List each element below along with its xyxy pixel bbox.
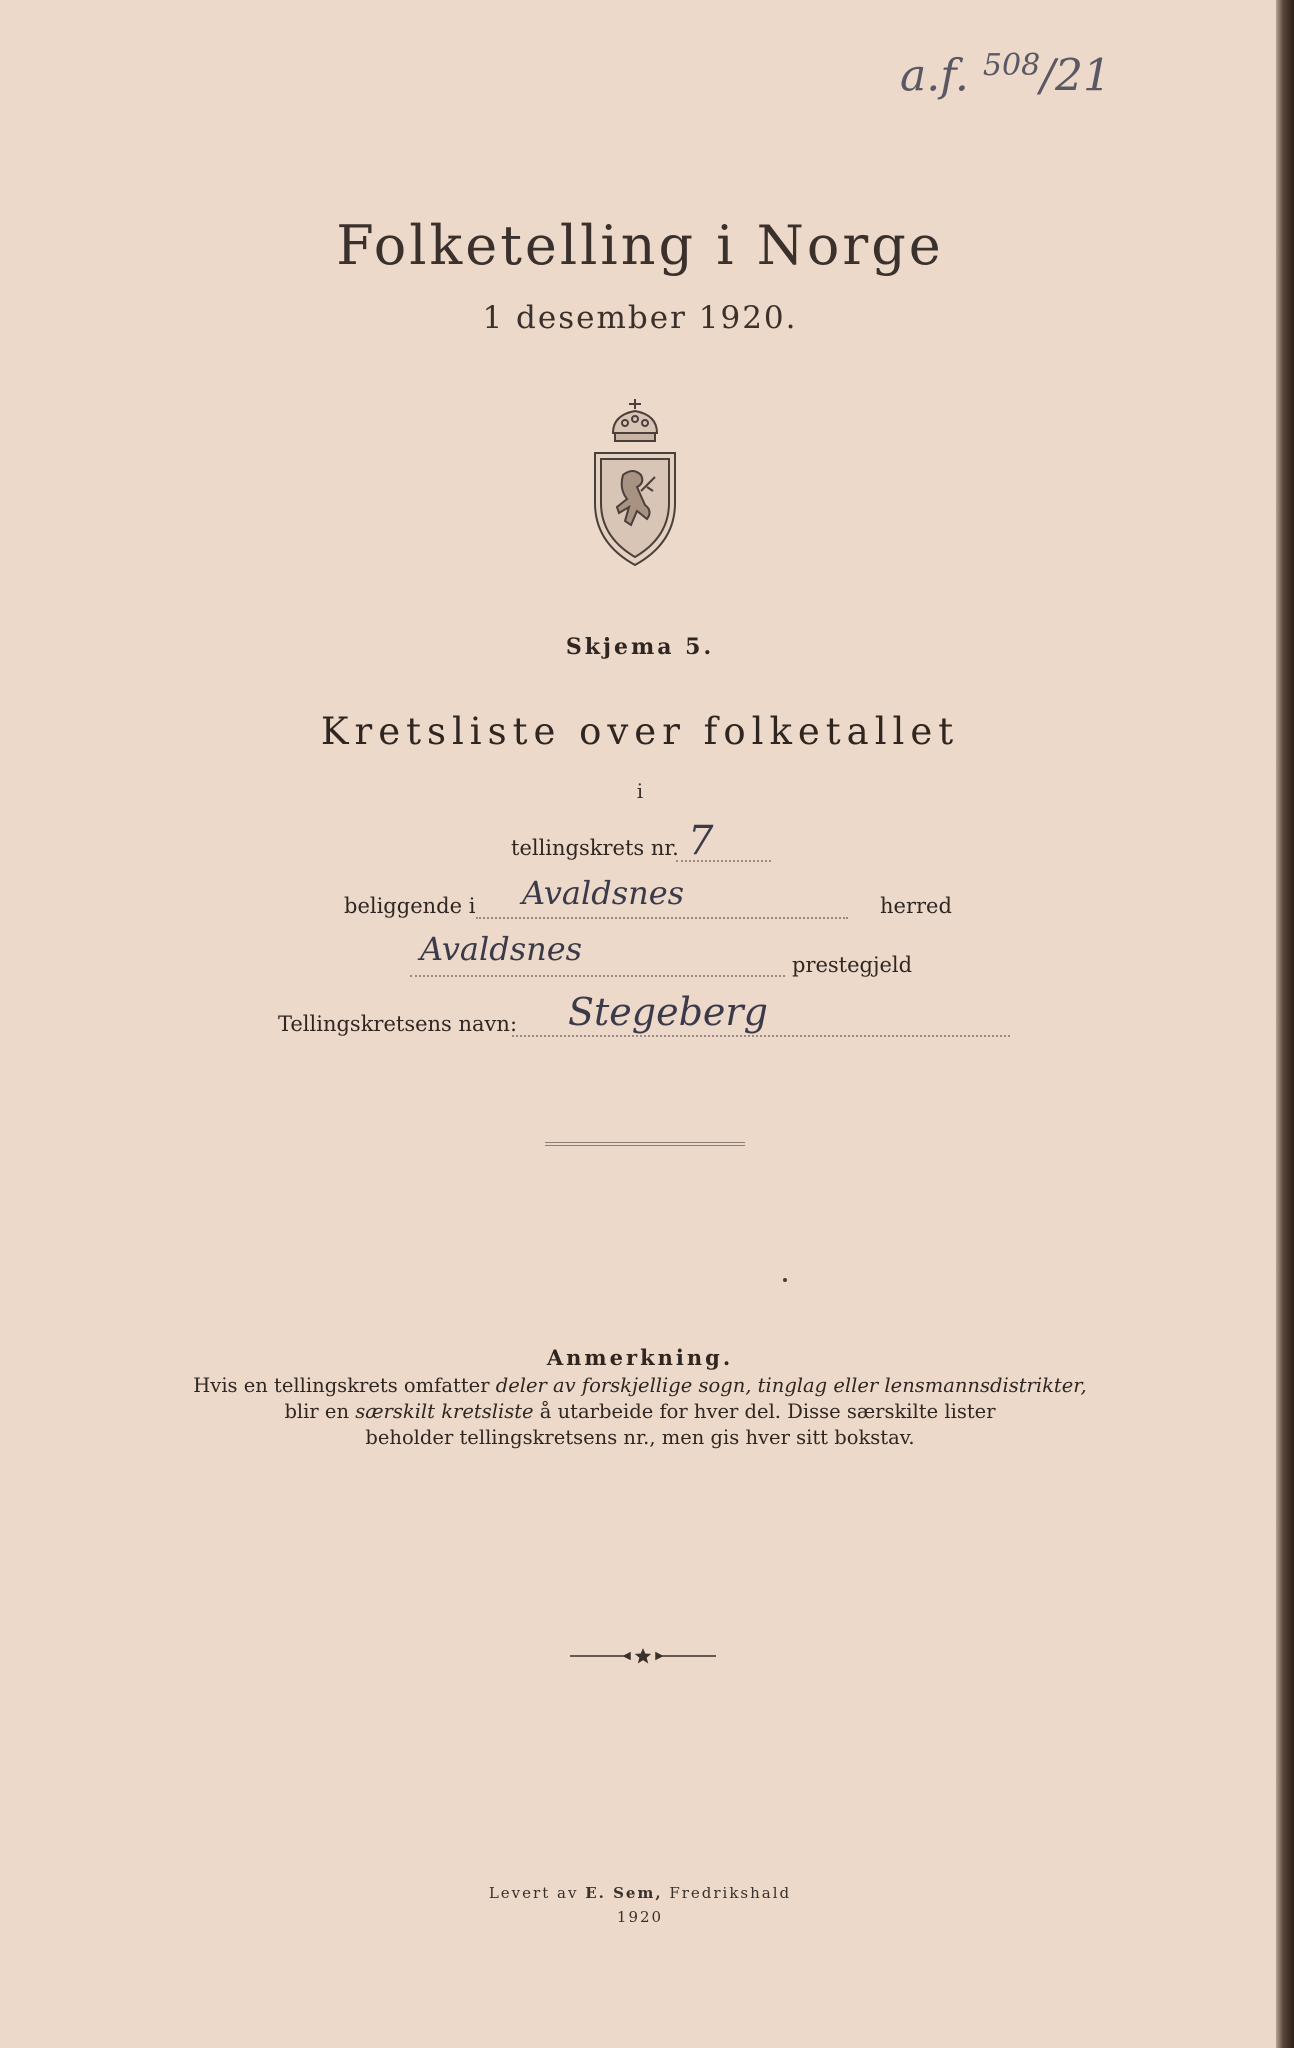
skjema-label: Skjema 5. — [565, 634, 715, 660]
beliggende-label: beliggende i — [344, 894, 476, 918]
kretsnavn-line — [512, 1035, 1010, 1037]
printer-line — [440, 1884, 840, 1902]
reference-number-top: 508 — [982, 48, 1041, 83]
note-line-1-italic: deler av forskjellige sogn, tinglag eller lensmannsdistrikter, — [495, 1374, 1087, 1397]
reference-prefix: a.f. — [900, 50, 969, 102]
print-year: 1920 — [616, 1908, 664, 1926]
tellingskrets-label: tellingskrets nr. — [511, 836, 679, 860]
note-line-3: beholder tellingskretsens nr., men gis hver sitt bokstav. — [365, 1426, 915, 1449]
herred-label: herred — [880, 894, 952, 918]
levert-prefix: Levert av — [488, 1884, 586, 1902]
beliggende-value: Avaldsnes — [522, 874, 685, 912]
kretsnavn-value: Stegeberg — [568, 990, 768, 1034]
printer-place: Fredrikshald — [662, 1884, 792, 1902]
prestegjeld-line — [410, 975, 785, 977]
printer-name: E. Sem, — [585, 1884, 663, 1902]
note-title: Anmerkning. — [546, 1345, 734, 1370]
note-line-1 — [160, 1374, 1120, 1397]
norwegian-coat-of-arms-icon — [585, 395, 685, 570]
page-title: Folketelling i Norge — [336, 214, 944, 277]
note-line-2-text-c: å utarbeide for hver del. Disse særskilte lister — [533, 1400, 996, 1423]
reference-number-bottom: /21 — [1040, 50, 1111, 102]
census-date: 1 desember 1920. — [482, 300, 798, 336]
heading-connector: i — [636, 779, 644, 803]
form-heading: Kretsliste over folketallet — [320, 710, 960, 753]
page-edge-shadow — [1276, 0, 1294, 2048]
tellingskrets-value: 7 — [688, 818, 714, 864]
section-divider — [545, 1142, 745, 1146]
note-line-2-text-a: blir en — [284, 1400, 356, 1423]
prestegjeld-label: prestegjeld — [792, 953, 913, 977]
reference-note — [900, 48, 1111, 102]
note-line-2 — [160, 1400, 1120, 1423]
note-line-2-italic: særskilt kretsliste — [355, 1400, 534, 1423]
kretsnavn-label: Tellingskretsens navn: — [278, 1012, 518, 1036]
ornament-divider-icon — [568, 1648, 718, 1664]
beliggende-line — [476, 917, 848, 919]
prestegjeld-value: Avaldsnes — [420, 930, 583, 968]
ink-dot — [783, 1278, 787, 1282]
note-line-1-text: Hvis en tellingskrets omfatter — [193, 1374, 496, 1397]
